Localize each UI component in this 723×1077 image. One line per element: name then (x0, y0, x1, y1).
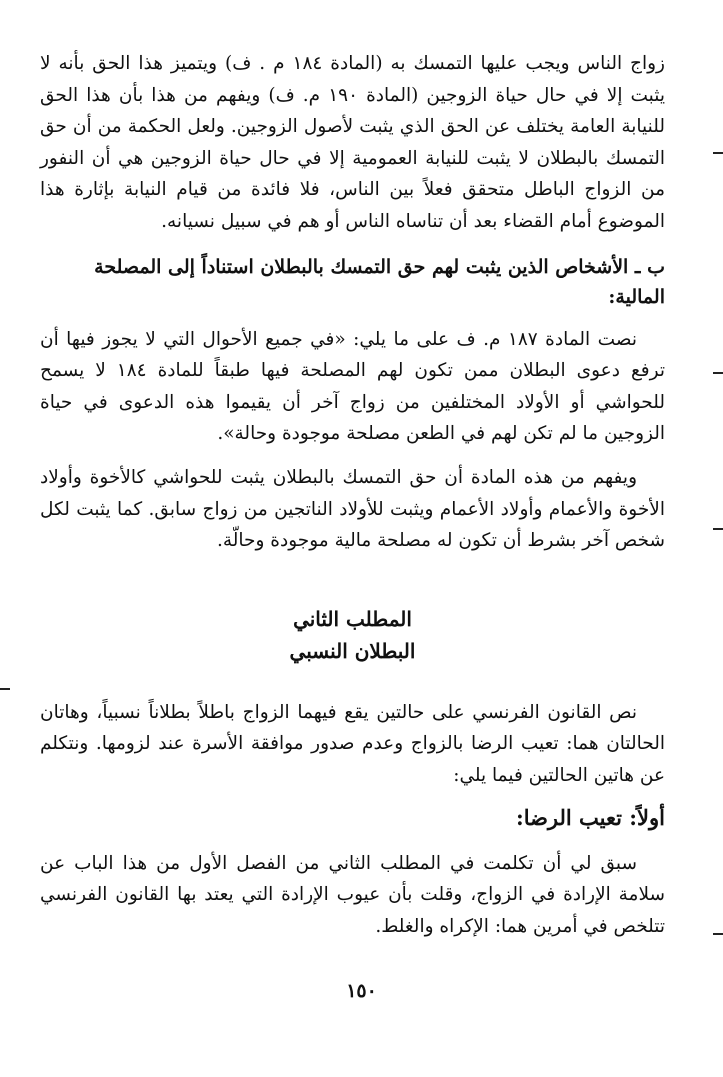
paragraph-3: ويفهم من هذه المادة أن حق التمسك بالبطلان يثبت للحواشي كالأخوة وأولاد الأخوة والأعمام وأولاد الأعمام ويثبت للأولاد الناتجين من زواج سابق. كما يثبت لكل شخص آخر بشرط أن تكون له مصلحة مالية موجودة وحالّة. (40, 466, 665, 552)
margin-mark (0, 688, 10, 690)
paragraph-4: نص القانون الفرنسي على حالتين يقع فيهما الزواج باطلاً بطلاناً نسبياً، وهاتان الحالتان هما: تعيب الرضا بالزواج وعدم صدور موافقة الأسرة عند لزومها. ونتكلم عن هاتين الحالتين فيما يلي: (40, 701, 665, 786)
paragraph-5: سبق لي أن تكلمت في المطلب الثاني من الفصل الأول من هذا الباب عن سلامة الإرادة في الزواج، وقلت بأن عيوب الإرادة التي يعتد بها القانون الفرنسي تتلخص في أمرين هما: الإكراه والغلط. (40, 852, 665, 937)
section-title: المطلب الثاني (293, 606, 412, 631)
page-content (40, 48, 665, 942)
heading-b: ب ـ الأشخاص الذين يثبت لهم حق التمسك بالبطلان استناداً إلى المصلحة المالية: (94, 255, 665, 308)
heading-first: أولاً: تعيب الرضا: (515, 804, 665, 830)
paragraph-2: نصت المادة ١٨٧ م. ف على ما يلي: «في جميع الأحوال التي لا يجوز فيها أن ترفع دعوى البطلان ممن تكون لهم المصلحة فيها طبقاً للمادة ١٨٤ لا يسمح للحواشي أو الأولاد المختلفين من زواج آخر أن يقيموا هذه الدعوى في حياة الزوجين ما لم تكن لهم في الطعن مصلحة موجودة وحالة». (40, 328, 665, 445)
margin-mark (713, 933, 723, 935)
margin-mark (713, 372, 723, 374)
margin-mark (713, 152, 723, 154)
paragraph-1: زواج الناس ويجب عليها التمسك به (المادة ١٨٤ م . ف) ويتميز هذا الحق بأنه لا يثبت إلا في حال حياة الزوجين (المادة ١٩٠ م. ف) ويفهم من هذا بأن هذا الحق للنيابة العامة يختلف عن الحق الذي يثبت لأصول الزوجين. ولعل الحكمة من أن حق التمسك بالبطلان لا يثبت للنيابة العمومية إلا في حال حياة الزوجين هي أن النفور من الزواج الباطل متحقق فعلاً بين الناس، فلا فائدة من قيام النيابة بإثارة هذا الموضوع أمام القضاء بعد أن تناساه الناس أو هم في سبيل نسيانه. (40, 53, 665, 232)
section-subtitle: البطلان النسبي (289, 638, 416, 663)
section-heading (40, 603, 665, 667)
page-number: ١٥٠ (346, 980, 377, 1002)
margin-mark (713, 528, 723, 530)
